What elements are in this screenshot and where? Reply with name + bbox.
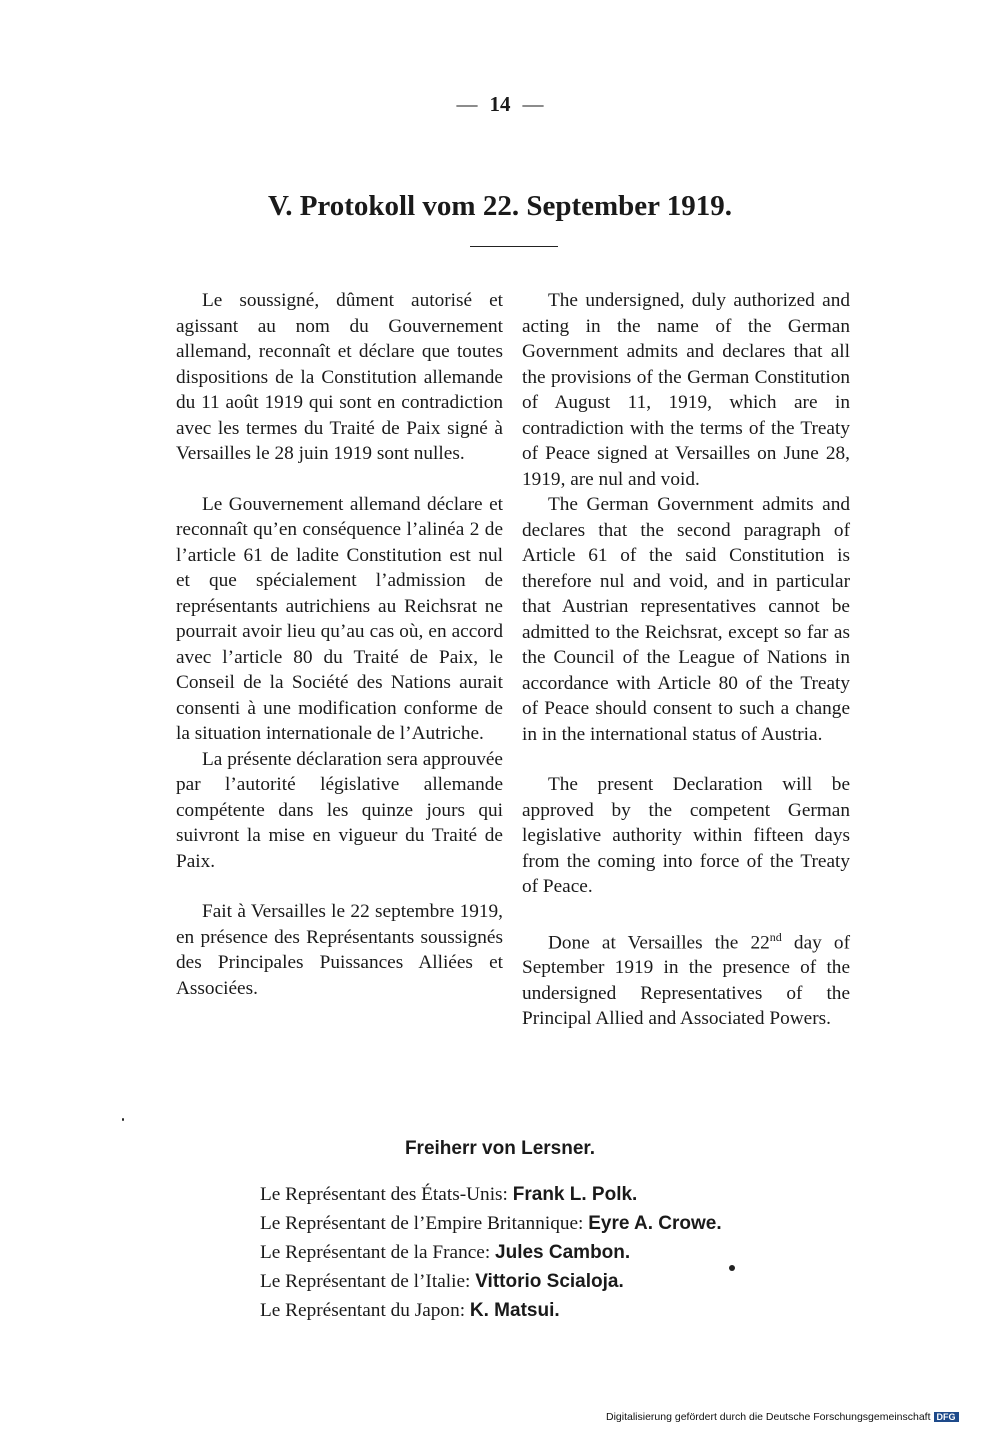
french-paragraph-1: Le soussigné, dûment autorisé et agissant au nom du Gouvernement allemand, reconnaît et déclare que toutes dispositions de la Constitution allemande du 11 août 1919 qui sont en contradiction avec les termes du Traité de Paix signé à Versailles le 28 juin 1919 sont nulles. bbox=[176, 290, 503, 464]
representative-name: K. Matsui. bbox=[469, 1300, 560, 1321]
english-paragraph-4-start: Done at Versailles the 22 bbox=[548, 931, 770, 953]
page-number-dash-left: — bbox=[456, 92, 478, 116]
english-paragraph-2: The German Government admits and declares that the second paragraph of Article 61 of the said Constitution is therefore nul and void, and in particular that Austrian representatives cannot be admitted to the Reichsrat, except so far as the Council of the League of Nations in accordance with Article 80 of the Treaty of Peace should consent to such a change in in the international status of Austria. bbox=[522, 494, 850, 745]
representative-name: Eyre A. Crowe. bbox=[588, 1213, 722, 1234]
page-number-value: 14 bbox=[489, 92, 511, 116]
dfg-logo: DFG bbox=[934, 1412, 959, 1422]
representative-name: Vittorio Scialoja. bbox=[475, 1271, 624, 1292]
representative-row bbox=[260, 1267, 880, 1296]
french-paragraph-4: Fait à Versailles le 22 septembre 1919, en présence des Représentants soussignés des Principales Puissances Alliées et Associées. bbox=[176, 901, 503, 999]
ordinal-suffix: nd bbox=[769, 929, 782, 944]
representative-role: Le Représentant de l’Italie: bbox=[260, 1271, 471, 1292]
english-paragraph-4 bbox=[522, 925, 850, 1032]
page-number-dash-right: — bbox=[522, 92, 544, 116]
french-column bbox=[176, 288, 503, 1001]
footer-text: Digitalisierung gefördert durch die Deutsche Forschungsgemeinschaft bbox=[606, 1411, 931, 1423]
page-title: V. Protokoll vom 22. September 1919. bbox=[268, 190, 732, 222]
digitization-footer bbox=[606, 1411, 959, 1423]
representative-row bbox=[260, 1296, 880, 1325]
page-number bbox=[0, 92, 1000, 117]
representative-row bbox=[260, 1238, 880, 1267]
representative-row bbox=[260, 1209, 880, 1238]
english-paragraph-1: The undersigned, duly authorized and acting in the name of the German Government admits and declares that all the provisions of the German Constitution of August 11, 1919, which are in contradiction with the terms of the Treaty of Peace signed at Versailles on June 28, 1919, are nul and void. bbox=[522, 290, 850, 490]
representative-role: Le Représentant de l’Empire Britannique: bbox=[260, 1213, 584, 1234]
ink-speck bbox=[122, 1118, 124, 1121]
ink-speck bbox=[729, 1265, 735, 1271]
english-paragraph-4-end: day of September 1919 in the presence of the undersigned Representatives of the Principal Allied and Associated Powers. bbox=[522, 931, 850, 1030]
english-paragraph-3: The present Declaration will be approved by the competent German legislative authority within fifteen days from the coming into force of the Treaty of Peace. bbox=[522, 774, 850, 897]
representative-name: Jules Cambon. bbox=[495, 1242, 631, 1263]
representative-role: Le Représentant du Japon: bbox=[260, 1300, 466, 1321]
representative-role: Le Représentant de la France: bbox=[260, 1242, 491, 1263]
representatives-list bbox=[260, 1180, 880, 1325]
french-paragraph-2: Le Gouvernement allemand déclare et reconnaît qu’en conséquence l’alinéa 2 de l’article 61 de ladite Constitution est nul et que spécialement l’admission de représentants autrichiens au Reichsrat ne pourrait avoir lieu qu’au cas où, en accord avec l’article 80 du Traité de Paix, le Conseil de la Société des Nations aurait consenti à une modification conforme de la situation internationale de l’Autriche. bbox=[176, 493, 503, 744]
representative-name: Frank L. Polk. bbox=[512, 1184, 638, 1205]
english-column bbox=[522, 288, 850, 1032]
signatory-name: Freiherr von Lersner. bbox=[404, 1138, 596, 1159]
representative-row bbox=[260, 1180, 880, 1209]
representative-role: Le Représentant des États-Unis: bbox=[260, 1184, 508, 1205]
french-paragraph-3: La présente déclaration sera approuvée par l’autorité législative allemande compétente dans les quinze jours qui suivront la mise en vigueur du Traité de Paix. bbox=[176, 748, 503, 872]
title-divider bbox=[470, 246, 558, 247]
